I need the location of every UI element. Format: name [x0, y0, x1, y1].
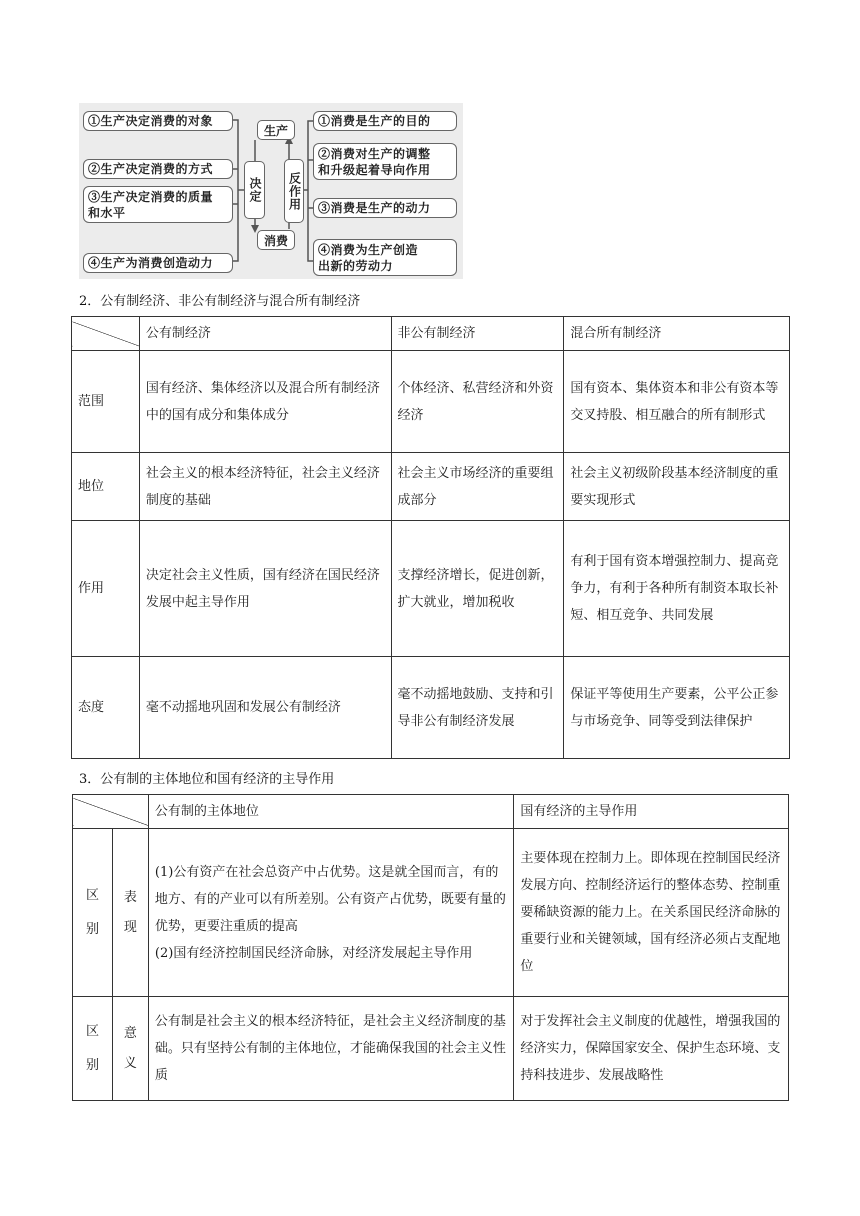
row-header: 作用 [72, 521, 140, 657]
table-cell: (1)公有资产在社会总资产中占优势。这是就全国而言，有的地方、有的产业可以有所差别。公有资产占优势，既要有量的优势，更要注重质的提高 (2)国有经济控制国民经济命脉，对经济发展起主导作用 [148, 829, 513, 997]
table-row [73, 829, 789, 997]
table-row [72, 657, 790, 759]
react-label: 反作用 [284, 159, 304, 223]
row-header [112, 997, 148, 1101]
consumption-box: 消费 [257, 230, 295, 250]
diagram-left-item-2: ②生产决定消费的方式 [83, 159, 233, 179]
table-cell: 社会主义初级阶段基本经济制度的重要实现形式 [564, 453, 790, 521]
table-cell: 支撑经济增长，促进创新，扩大就业，增加税收 [391, 521, 564, 657]
table-header-row [73, 795, 789, 829]
ownership-comparison-table [71, 316, 790, 759]
row-header: 地位 [72, 453, 140, 521]
row-label: 意义 [123, 1025, 137, 1071]
diagram-left-item-3: ③生产决定消费的质量 和水平 [83, 186, 233, 223]
row-header: 态度 [72, 657, 140, 759]
group-label: 区别 [85, 887, 99, 937]
production-box: 生产 [257, 120, 295, 140]
section-2-heading: 2．公有制经济、非公有制经济与混合所有制经济 [79, 294, 361, 309]
column-header: 混合所有制经济 [564, 317, 790, 351]
group-header [73, 829, 113, 997]
table-cell: 个体经济、私营经济和外资经济 [391, 351, 564, 453]
diagram-right-item-1: ①消费是生产的目的 [313, 111, 457, 131]
table-cell: 毫不动摇地巩固和发展公有制经济 [139, 657, 391, 759]
table-cell: 主要体现在控制力上。即体现在控制国民经济发展方向、控制经济运行的整体态势、控制重要稀缺资源的能力上。在关系国民经济命脉的重要行业和关键领域，国有经济必须占支配地位 [514, 829, 789, 997]
column-header: 公有制经济 [139, 317, 391, 351]
group-label: 区别 [85, 1023, 99, 1073]
table-header-row [72, 317, 790, 351]
corner-cell [73, 795, 149, 829]
row-header: 范围 [72, 351, 140, 453]
diagram-right-item-4: ④消费为生产创造 出新的劳动力 [313, 239, 457, 276]
corner-cell [72, 317, 140, 351]
column-header: 非公有制经济 [391, 317, 564, 351]
diagram-left-item-1: ①生产决定消费的对象 [83, 111, 233, 131]
production-consumption-diagram [79, 103, 463, 279]
row-label: 表现 [123, 889, 137, 935]
table-row [73, 997, 789, 1101]
diagram-right-item-3: ③消费是生产的动力 [313, 198, 457, 218]
table-row [72, 453, 790, 521]
table-cell: 决定社会主义性质，国有经济在国民经济发展中起主导作用 [139, 521, 391, 657]
column-header: 公有制的主体地位 [148, 795, 513, 829]
table-cell: 国有资本、集体资本和非公有资本等交叉持股、相互融合的所有制形式 [564, 351, 790, 453]
row-header [112, 829, 148, 997]
table-cell: 国有经济、集体经济以及混合所有制经济中的国有成分和集体成分 [139, 351, 391, 453]
column-header: 国有经济的主导作用 [514, 795, 789, 829]
decide-label: 决定 [244, 161, 265, 219]
table-cell: 毫不动摇地鼓励、支持和引导非公有制经济发展 [391, 657, 564, 759]
section-3-heading: 3．公有制的主体地位和国有经济的主导作用 [79, 772, 335, 787]
table-cell: 社会主义的根本经济特征，社会主义经济制度的基础 [139, 453, 391, 521]
table-cell: 保证平等使用生产要素，公平公正参与市场竞争、同等受到法律保护 [564, 657, 790, 759]
public-ownership-table [72, 794, 789, 1101]
table-cell: 对于发挥社会主义制度的优越性，增强我国的经济实力，保障国家安全、保护生态环境、支持科技进步、发展战略性 [514, 997, 789, 1101]
table-row [72, 521, 790, 657]
table-cell: 公有制是社会主义的根本经济特征，是社会主义经济制度的基础。只有坚持公有制的主体地位，才能确保我国的社会主义性质 [148, 997, 513, 1101]
table-cell: 有利于国有资本增强控制力、提高竞争力，有利于各种所有制资本取长补短、相互竞争、共同发展 [564, 521, 790, 657]
diagram-right-item-2: ②消费对生产的调整 和升级起着导向作用 [313, 143, 457, 180]
diagram-left-item-4: ④生产为消费创造动力 [83, 253, 233, 273]
table-row [72, 351, 790, 453]
table-cell: 社会主义市场经济的重要组成部分 [391, 453, 564, 521]
group-header [73, 997, 113, 1101]
